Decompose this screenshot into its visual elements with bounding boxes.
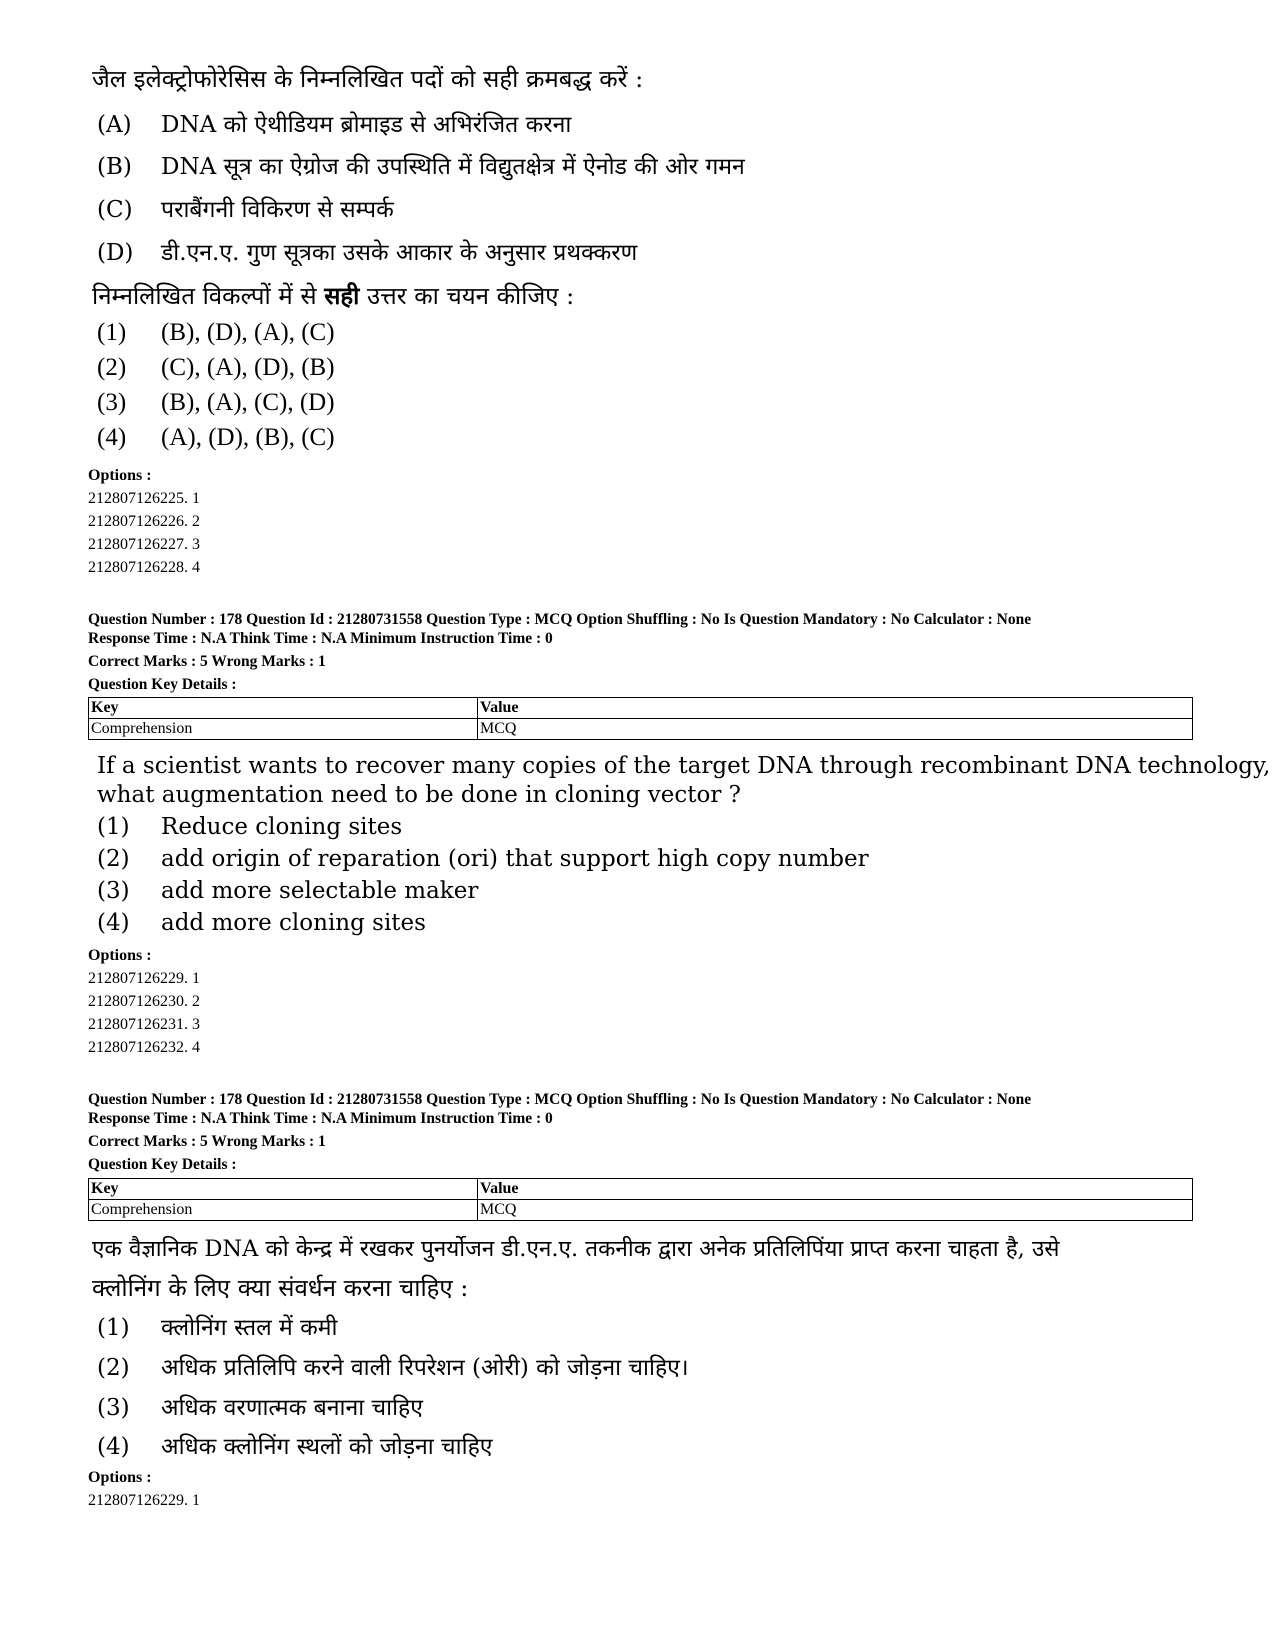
answer-choice-2 [97,844,869,874]
question-meta-line: Response Time : N.A Think Time : N.A Minimum Instruction Time : 0 [88,630,553,647]
question-key-table [88,1178,1193,1221]
choice-text: add more selectable maker [161,878,479,904]
question-meta-line: Question Number : 178 Question Id : 21280731558 Question Type : MCQ Option Shuffling : No Is Question Mandatory : No Calculator : None [88,1091,1032,1108]
table-header-value: Value [478,698,1193,719]
question-instruction [92,281,574,311]
option-id-line: 212807126228. 4 [88,559,200,576]
option-id-line: 212807126226. 2 [88,513,200,530]
choice-label: (3) [97,878,130,904]
choice-text: add origin of reparation (ori) that support high copy number [161,846,869,872]
option-id-line: 212807126229. 1 [88,970,200,987]
table-header-row [89,698,1193,719]
answer-choice-2 [97,353,335,383]
question-stem: जैल इलेक्ट्रोफोरेसिस के निम्नलिखित पदों को सही क्रमबद्ध करें : [92,65,644,93]
key-details-heading: Question Key Details : [88,676,237,693]
choice-label: (3) [97,1395,130,1421]
table-cell-key: Comprehension [89,1200,478,1221]
option-id-line: 212807126229. 1 [88,1492,200,1509]
choice-label: (4) [97,1434,130,1460]
item-text: DNA को ऐथीडियम ब्रोमाइड से अभिरंजित करना [161,112,572,138]
sequence-item-b [97,152,745,182]
choice-label: (4) [97,910,130,936]
question-stem: क्लोनिंग के लिए क्या संवर्धन करना चाहिए : [92,1274,469,1302]
question-stem: एक वैज्ञानिक DNA को केन्द्र में रखकर पुनर्योजन डी.एन.ए. तकनीक द्वारा अनेक प्रतिलिपिंया प्राप्त करना चाहता है, उसे [92,1236,1060,1262]
answer-choice-4 [97,423,335,453]
choice-text: क्लोनिंग स्तल में कमी [161,1315,338,1341]
answer-choice-4 [97,908,426,938]
instruction-emphasis: सही [324,281,360,310]
answer-choice-1 [97,318,335,348]
option-id-line: 212807126227. 3 [88,536,200,553]
choice-text: Reduce cloning sites [161,814,403,840]
choice-text: (B), (A), (C), (D) [161,389,335,416]
table-row [89,1200,1193,1221]
answer-choice-3 [97,388,335,418]
options-heading: Options : [88,1469,152,1486]
table-header-row [89,1179,1193,1200]
sequence-item-a [97,110,571,140]
sequence-item-d [97,238,637,268]
answer-choice-1 [97,812,402,842]
instruction-text: उत्तर का चयन कीजिए : [367,282,575,310]
question-marks: Correct Marks : 5 Wrong Marks : 1 [88,653,326,670]
choice-label: (2) [97,1355,130,1381]
choice-text: अधिक क्लोनिंग स्थलों को जोड़ना चाहिए [161,1434,493,1460]
table-cell-key: Comprehension [89,719,478,740]
choice-text: अधिक वरणात्मक बनाना चाहिए [161,1395,423,1421]
sequence-item-c [97,195,394,225]
options-heading: Options : [88,467,152,484]
question-key-table [88,697,1193,740]
key-details-heading: Question Key Details : [88,1156,237,1173]
table-header-key: Key [89,698,478,719]
options-heading: Options : [88,947,152,964]
item-text: DNA सूत्र का ऐग्रोज की उपस्थिति में विद्युतक्षेत्र में ऐनोड की ओर गमन [161,154,745,180]
table-cell-value: MCQ [478,719,1193,740]
choice-label: (2) [97,354,127,381]
choice-text: add more cloning sites [161,910,426,936]
option-id-line: 212807126231. 3 [88,1016,200,1033]
option-id-line: 212807126230. 2 [88,993,200,1010]
question-meta-line: Response Time : N.A Think Time : N.A Minimum Instruction Time : 0 [88,1110,553,1127]
answer-choice-3 [97,1393,423,1423]
table-header-key: Key [89,1179,478,1200]
option-id-line: 212807126225. 1 [88,490,200,507]
choice-label: (2) [97,846,130,872]
item-text: डी.एन.ए. गुण सूत्रका उसके आकार के अनुसार प्रथक्करण [161,240,638,266]
question-meta-line: Question Number : 178 Question Id : 21280731558 Question Type : MCQ Option Shuffling : No Is Question Mandatory : No Calculator : None [88,611,1032,628]
item-label: (C) [97,197,133,223]
instruction-text: निम्नलिखित विकल्पों में से [92,282,317,310]
question-stem: what augmentation need to be done in cloning vector ? [97,782,741,808]
answer-choice-3 [97,876,478,906]
choice-label: (3) [97,389,127,416]
answer-choice-4 [97,1432,493,1462]
question-marks: Correct Marks : 5 Wrong Marks : 1 [88,1133,326,1150]
choice-text: अधिक प्रतिलिपि करने वाली रिपरेशन (ओरी) को जोड़ना चाहिए। [161,1355,689,1381]
answer-choice-2 [97,1353,689,1383]
choice-label: (1) [97,814,130,840]
item-text: पराबैंगनी विकिरण से सम्पर्क [161,197,394,223]
question-stem: If a scientist wants to recover many copies of the target DNA through recombinant DNA technology, [97,753,1271,779]
choice-label: (1) [97,1315,130,1341]
choice-text: (A), (D), (B), (C) [161,424,335,451]
table-cell-value: MCQ [478,1200,1193,1221]
choice-label: (1) [97,319,127,346]
item-label: (A) [97,112,132,138]
table-row [89,719,1193,740]
item-label: (B) [97,154,132,180]
choice-label: (4) [97,424,127,451]
choice-text: (C), (A), (D), (B) [161,354,335,381]
item-label: (D) [97,240,134,266]
choice-text: (B), (D), (A), (C) [161,319,335,346]
table-header-value: Value [478,1179,1193,1200]
answer-choice-1 [97,1313,337,1343]
option-id-line: 212807126232. 4 [88,1039,200,1056]
